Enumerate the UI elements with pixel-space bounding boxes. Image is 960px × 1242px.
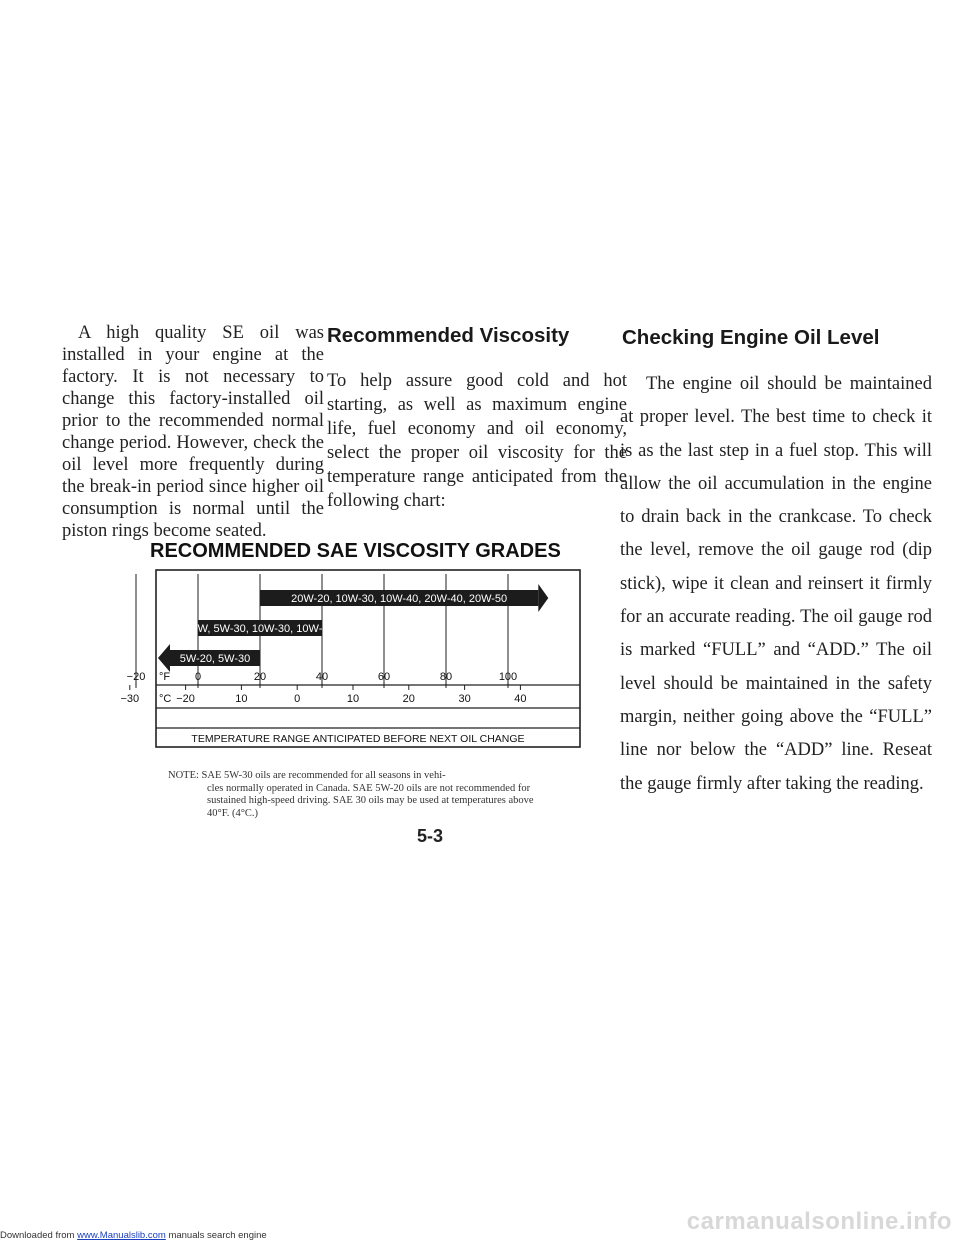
viscosity-bar [260, 584, 548, 612]
recommended-viscosity-paragraph: To help assure good cold and hot starting, as well as maximum engine life, fuel economy and oil economy, select the proper oil viscosity for the temperature range anticipated from the following chart: [327, 371, 627, 511]
viscosity-chart [120, 566, 588, 748]
chart-axes [120, 671, 526, 705]
watermark: carmanualsonline.info [686, 1208, 952, 1235]
celsius-tick-label: 10 [235, 693, 248, 705]
left-column [62, 322, 324, 542]
celsius-tick-label: −30 [120, 693, 140, 705]
bar-arrow-left [158, 644, 170, 672]
fahrenheit-tick-label: −20 [126, 671, 146, 683]
fahrenheit-tick-label: 60 [377, 671, 391, 683]
checking-oil-level-heading: Checking Engine Oil Level [622, 326, 880, 349]
viscosity-bar [158, 644, 260, 672]
celsius-tick-label: 30 [458, 693, 471, 705]
note-first-line: SAE 5W-30 oils are recommended for all seasons in vehi- [201, 770, 446, 781]
fahrenheit-unit: °F [159, 671, 171, 683]
bar-arrow-right [538, 584, 548, 612]
bar-label: 10W, 5W-30, 10W-30, 10W-40 [185, 623, 335, 635]
right-column [620, 326, 932, 801]
viscosity-bar [185, 620, 334, 636]
celsius-tick-label: 40 [514, 693, 527, 705]
celsius-tick-label: 20 [402, 693, 415, 705]
celsius-unit: °C [159, 693, 172, 705]
recommended-viscosity-heading: Recommended Viscosity [327, 324, 570, 347]
fahrenheit-tick-label: 100 [498, 671, 518, 683]
celsius-tick-label: 10 [346, 693, 360, 705]
celsius-tick-label: −20 [176, 693, 195, 705]
footer [0, 1230, 960, 1242]
checking-oil-level-paragraph: The engine oil should be maintained at proper level. The best time to check it is as the last step in a fuel stop. This will allow the oil accumulation in the engine to drain back in the crankcase. To check the level, remove the oil gauge rod (dip stick), wipe it clean and reinsert it firmly for an accurate reading. The oil gauge rod is marked “FULL” and “ADD.” The oil level should be maintained in the safety margin, neither going above the “FULL” line nor below the “ADD” line. Reseat the gauge firmly after taking the reading. [620, 374, 932, 794]
fahrenheit-tick-label: 80 [439, 671, 453, 683]
chart-title: RECOMMENDED SAE VISCOSITY GRADES [150, 540, 561, 562]
footer-prefix: Downloaded from [0, 1230, 78, 1241]
manualslib-link[interactable]: www.Manualslib.com [77, 1230, 166, 1241]
fahrenheit-tick-label: 0 [194, 671, 202, 683]
note-rest: cles normally operated in Canada. SAE 5W-20 oils are not recommended for sustained high-speed driving. SAE 30 oils may be used at temperatures above 40°F. (4°C.) [207, 782, 534, 819]
footer-suffix: manuals search engine [165, 1230, 267, 1241]
fahrenheit-tick-label: 20 [253, 671, 267, 683]
factory-oil-paragraph: A high quality SE oil was installed in your engine at the factory. It is not necessary to change this factory-installed oil prior to the recommended normal change period. However, check the oil level more frequently during the break-in period since higher oil consumption is normal until the piston rings become seated. [62, 323, 324, 541]
page-number: 5-3 [416, 826, 443, 846]
fahrenheit-tick-label: 40 [315, 671, 329, 683]
bar-label: 20W-20, 10W-30, 10W-40, 20W-40, 20W-50 [291, 593, 508, 605]
chart-bars [158, 584, 548, 672]
viscosity-note [168, 770, 548, 820]
bar-label: 5W-20, 5W-30 [179, 653, 251, 665]
middle-column [327, 324, 627, 513]
celsius-tick-label: 0 [294, 693, 301, 705]
note-label: NOTE: [168, 770, 199, 781]
chart-x-axis-label: TEMPERATURE RANGE ANTICIPATED BEFORE NEXT OIL CHANGE [191, 733, 525, 745]
